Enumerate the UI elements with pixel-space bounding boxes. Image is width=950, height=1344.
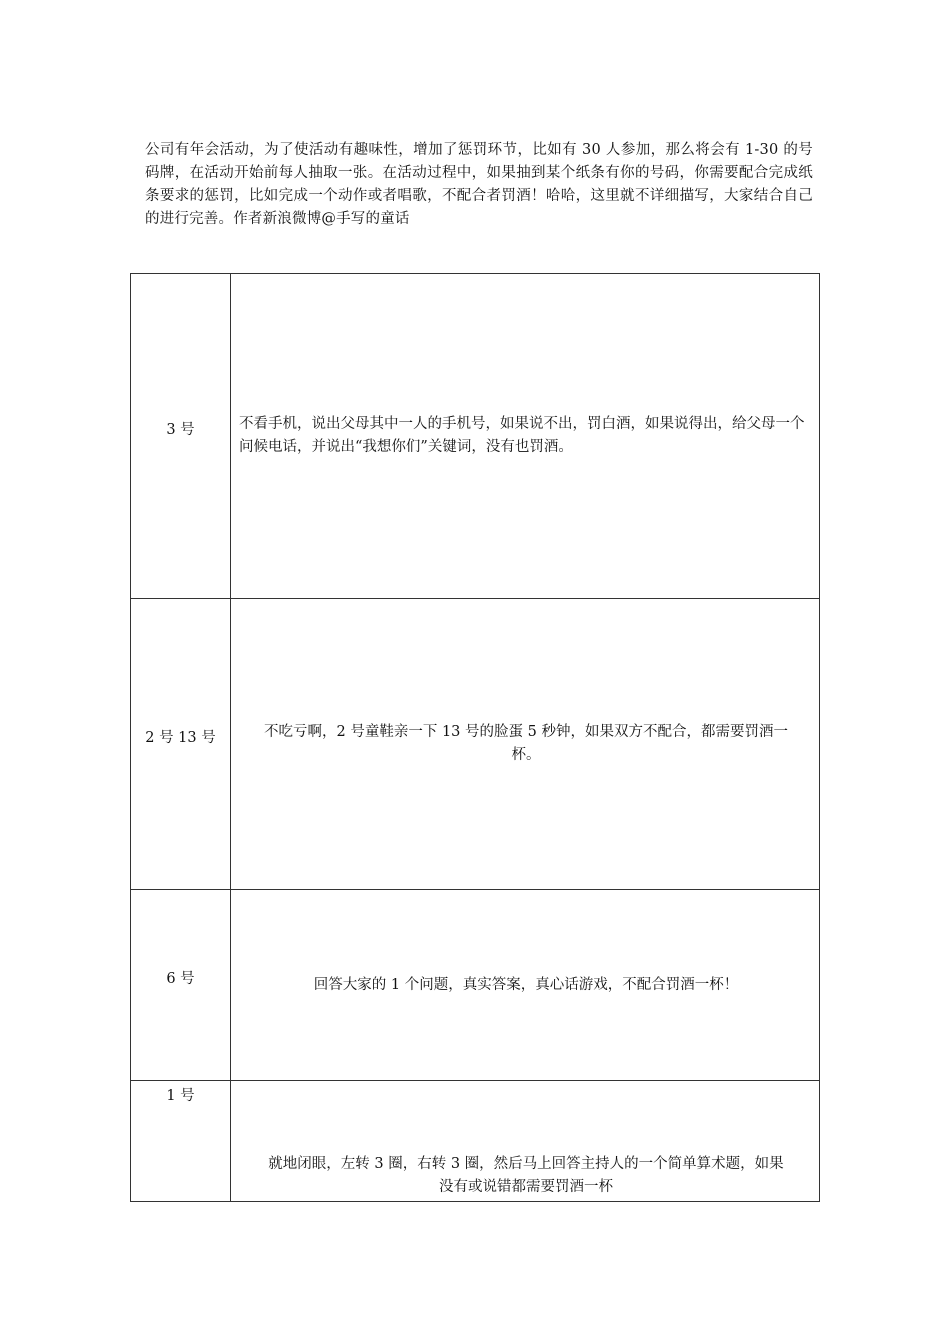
table-row bbox=[131, 274, 820, 599]
penalty-text-line-2: 没有或说错都需要罚酒一杯 bbox=[439, 1179, 613, 1195]
table-row bbox=[131, 599, 820, 890]
intro-paragraph: 公司有年会活动，为了使活动有趣味性，增加了惩罚环节，比如有 30 人参加，那么将会有 1-30 的号码牌，在活动开始前每人抽取一张。在活动过程中，如果抽到某个纸条有你的号码，你需要配合完成纸条要求的惩罚，比如完成一个动作或者唱歌，不配合者罚酒！哈哈，这里就不详细描写，大家结合自己的进行完善。作者新浪微博@手写的童话 bbox=[145, 141, 813, 227]
number-label: 1 号 bbox=[166, 1088, 195, 1104]
number-cell bbox=[131, 274, 231, 599]
penalty-text: 回答大家的 1 个问题，真实答案，真心话游戏，不配合罚酒一杯！ bbox=[313, 976, 739, 993]
table-row bbox=[131, 890, 820, 1081]
penalty-table bbox=[130, 273, 820, 1202]
penalty-text-line-1: 就地闭眼，左转 3 圈，右转 3 圈，然后马上回答主持人的一个简单算术题，如果 bbox=[268, 1156, 784, 1172]
number-cell bbox=[131, 890, 231, 1081]
penalty-text: 不看手机，说出父母其中一人的手机号，如果说不出，罚白酒，如果说得出，给父母一个问候电话，并说出“我想你们”关键词，没有也罚酒。 bbox=[239, 416, 805, 455]
number-cell bbox=[131, 599, 231, 890]
number-cell bbox=[131, 1081, 231, 1202]
penalty-cell bbox=[231, 599, 820, 890]
penalty-cell bbox=[231, 890, 820, 1081]
penalty-text-line-2: 杯。 bbox=[511, 747, 541, 763]
number-label: 3 号 bbox=[166, 421, 195, 438]
number-label: 2 号 13 号 bbox=[145, 729, 216, 746]
penalty-text-line-1: 不吃亏啊，2 号童鞋亲一下 13 号的脸蛋 5 秒钟，如果双方不配合，都需要罚酒一 bbox=[264, 724, 788, 740]
penalty-cell bbox=[231, 274, 820, 599]
penalty-cell bbox=[231, 1081, 820, 1202]
number-label: 6 号 bbox=[166, 970, 195, 987]
table-row bbox=[131, 1081, 820, 1202]
